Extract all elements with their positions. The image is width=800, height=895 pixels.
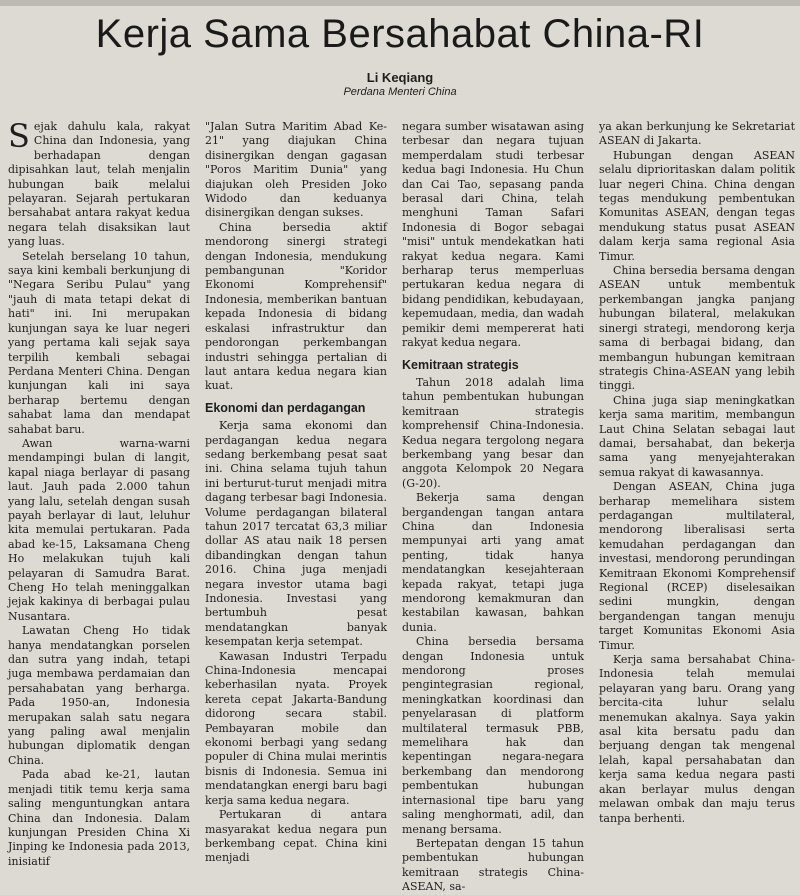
paragraph-text: Hubungan dengan ASEAN selalu diprioritaskan dalam politik luar negeri China. China dengan tegas mendukung pembentukan Komunitas ASEAN, dengan tegas mendukung status pusat ASEAN dalam kerja sama regional Asia Timur. (599, 148, 795, 263)
paragraph-text: China bersedia aktif mendorong sinergi strategi dengan Indonesia, mendukung pembangunan "Koridor Ekonomi Komprehensif" Indonesia, memberikan bantuan kepada Indonesia di bidang eskalasi infrastruktur dan pendorongan perkembangan industri sehingga pertalian di laut antara kedua negara kian kuat. (205, 220, 387, 393)
paragraph-text: Lawatan Cheng Ho tidak hanya mendatangkan porselen dan sutra yang indah, tetapi juga membawa perdamaian dan persahabatan yang berharga. Pada 1950-an, Indonesia merupakan salah satu negara yang paling awal menjalin hubungan diplomatik dengan China. (8, 624, 190, 767)
paragraph (205, 808, 387, 866)
paragraph (402, 376, 584, 491)
paragraph-text: ya akan berkunjung ke Sekretariat ASEAN di Jakarta. (599, 120, 795, 148)
paragraph (599, 480, 795, 653)
paragraph (599, 264, 795, 394)
paragraph-text: Kawasan Industri Terpadu China-Indonesia mencapai keberhasilan nyata. Proyek kereta cepat Jakarta-Bandung didorong secara stabil. Pembayaran mobile dan ekonomi berbagi yang sedang populer di China mulai merintis bisnis di Indonesia. Semua ini mendatangkan energi baru bagi kerja sama kedua negara. (205, 649, 387, 807)
drop-cap: S (8, 117, 30, 155)
column-4 (599, 120, 795, 825)
paragraph-text: Tahun 2018 adalah lima tahun pembentukan hubungan kemitraan strategis komprehensif China-Indonesia. Kedua negara tergolong negara berkembang yang besar dan anggota Kelompok 20 Negara (G-20). (402, 375, 584, 490)
paragraph (8, 117, 190, 250)
paragraph-text: China bersedia bersama dengan Indonesia untuk mendorong proses pengintegrasian regional, meningkatkan koordinasi dan penyelarasan di platform multilateral termasuk PBB, memelihara hak dan kepentingan negara-negara berkembang dan mendorong pembentukan hubungan internasional tipe baru yang saling menghormati, adil, dan menang bersama. (402, 635, 584, 836)
paragraph (8, 768, 190, 869)
paragraph (8, 624, 190, 768)
paragraph-text: Pada abad ke-21, lautan menjadi titik temu kerja sama saling menguntungkan antara China dan Indonesia. Dalam kunjungan Presiden China Xi Jinping ke Indonesia pada 2013, inisiatif (8, 768, 190, 868)
paragraph-text: "Jalan Sutra Maritim Abad Ke-21" yang diajukan China disinergikan dengan gagasan "Poros Maritim Dunia" yang diajukan oleh Presiden Joko Widodo dan keduanya disinergikan dengan sukses. (205, 120, 387, 220)
paragraph-text: Dengan ASEAN, China juga berharap memelihara sistem perdagangan multilateral, mendorong liberalisasi serta kemudahan perdagangan dan investasi, mendorong perundingan Kemitraan Ekonomi Komprehensif Regional (RCEP) diselesaikan sedini mungkin, dengan bergandengan tangan menuju target Komunitas Ekonomi Asia Timur. (599, 480, 795, 652)
paragraph (402, 120, 584, 351)
paragraph-text: China juga siap meningkatkan kerja sama maritim, membangun Laut China Selatan sebagai laut damai, bersahabat, dan bekerja sama yang menyejahterakan semua rakyat di kawasannya. (599, 393, 795, 479)
paragraph (205, 650, 387, 808)
paragraph-text: China bersedia bersama dengan ASEAN untuk membentuk perkembangan jangka panjang hubungan bilateral, melakukan sinergi strategi, mendorong kerja sama di berbagai bidang, dan membangun hubungan kemitraan strategis China-ASEAN yang lebih tinggi. (599, 264, 795, 393)
paragraph (599, 120, 795, 149)
paragraph (402, 635, 584, 837)
column-2 (205, 120, 387, 865)
paragraph-text: ejak dahulu kala, rakyat China dan Indonesia, yang berhadapan dengan dipisahkan laut, telah menjalin hubungan baik melalui pelayaran. Sejarah pertukaran bersahabat antara rakyat kedua negara telah disaksikan laut yang luas. (8, 120, 190, 249)
paragraph-text: Bekerja sama dengan bergandengan tangan antara China dan Indonesia mempunyai arti yang amat penting, tidak hanya mendatangkan kesejahteraan kepada rakyat, tetapi juga mendorong kemakmuran dan kestabilan kawasan, bahkan dunia. (402, 491, 584, 634)
section-heading: Ekonomi dan perdagangan (205, 400, 366, 415)
paragraph (8, 250, 190, 437)
paragraph-text: Kerja sama ekonomi dan perdagangan kedua negara sedang berkembang pesat saat ini. China selama tujuh tahun ini berturut-turut menjadi mitra dagang terbesar bagi Indonesia. Volume perdagangan bilateral tahun 2017 tercatat 63,3 miliar dollar AS atau naik 18 persen dibandingkan dengan tahun 2016. China juga menjadi negara investor utama bagi Indonesia. Investasi yang bertumbuh pesat mendatangkan banyak kesempatan kerja setempat. (205, 419, 387, 649)
top-rule (0, 0, 800, 6)
paragraph (599, 149, 795, 264)
paragraph-text: Setelah berselang 10 tahun, saya kini kembali berkunjung di "Negara Seribu Pulau" yang "jauh di mata tetapi dekat di hati" ini. Ini merupakan kunjungan saya ke luar negeri yang pertama kali sejak saya terpilih kembali sebagai Perdana Menteri China. Dengan kunjungan kali ini saya berharap bertemu dengan sahabat lama dan mendapat sahabat baru. (8, 249, 190, 436)
section-heading: Kemitraan strategis (402, 357, 519, 372)
paragraph-text: Bertepatan dengan 15 tahun pembentukan hubungan kemitraan strategis China-ASEAN, sa- (402, 836, 584, 894)
byline (0, 70, 800, 98)
paragraph (205, 221, 387, 394)
paragraph (205, 419, 387, 650)
paragraph-text: Kerja sama bersahabat China-Indonesia telah memulai pelayaran yang baru. Orang yang bercita-cita luhur selalu menemukan akalnya. Saya yakin asal kita bersatu padu dan berjuang dengan tak mengenal lelah, kapal persahabatan dan kerja sama kedua negara pasti akan berlayar mulus dengan melawan ombak dan maju terus tanpa berhenti. (599, 653, 795, 825)
paragraph-text: Awan warna-warni mendampingi bulan di langit, kapal niaga berlayar di pasang laut. Jauh pada 2.000 tahun yang lalu, setelah dengan susah payah berlayar di laut, leluhur kita memulai pertukaran. Pada abad ke-15, Laksamana Cheng Ho melakukan tujuh kali pelayaran di Samudra Barat. Cheng Ho telah meninggalkan jejak kakinya di berbagai pulau Nusantara. (8, 436, 190, 623)
author-name: Li Keqiang (366, 70, 434, 85)
paragraph-text: Pertukaran di antara masyarakat kedua negara pun berkembang cepat. China kini menjadi (205, 808, 387, 865)
headline: Kerja Sama Bersahabat China-RI (95, 12, 705, 56)
column-3 (402, 120, 584, 894)
paragraph-text: negara sumber wisatawan asing terbesar dan negara tujuan memperdalam studi terbesar kedua bagi Indonesia. Hu Chun dan Cai Tao, sepasang panda berasal dari China, telah menghuni Taman Safari Indonesia di Bogor sebagai "misi" untuk mendekatkan hati rakyat kedua negara. Kami berharap terus memperluas pertukaran kedua negara di bidang pendidikan, kebudayaan, kepemudaan, media, dan wadah pemikir demi mempererat hati rakyat kedua negara. (402, 120, 584, 350)
author-title: Perdana Menteri China (343, 86, 457, 98)
paragraph (599, 653, 795, 826)
article-body (8, 117, 800, 894)
paragraph (599, 394, 795, 480)
paragraph (402, 837, 584, 895)
paragraph (402, 491, 584, 635)
column-1 (8, 117, 190, 868)
paragraph (205, 120, 387, 221)
paragraph (8, 437, 190, 624)
